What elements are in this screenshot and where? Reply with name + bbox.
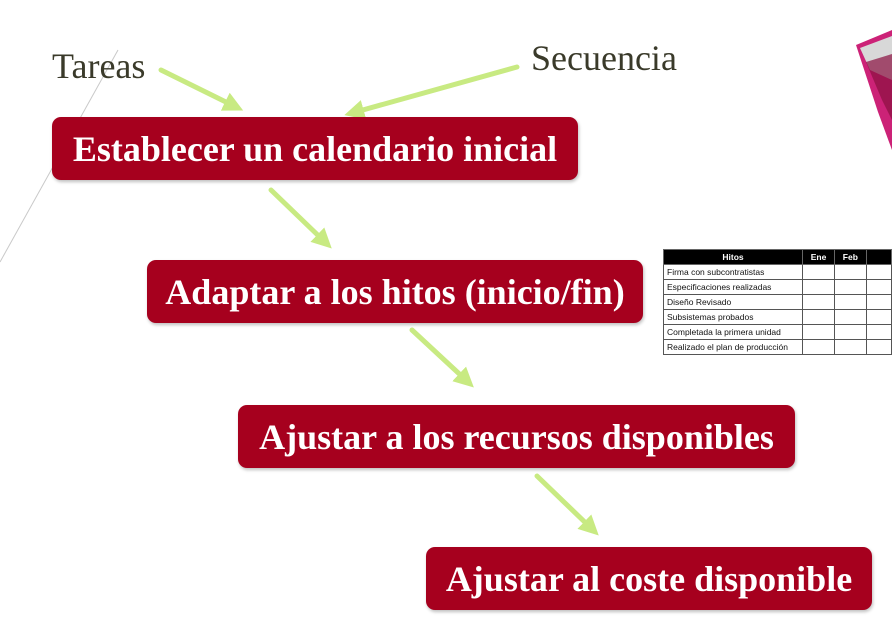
milestones-table xyxy=(663,249,892,355)
table-row xyxy=(664,325,892,340)
column-header-feb: Feb xyxy=(834,250,866,265)
step-adjust-resources: Ajustar a los recursos disponibles xyxy=(238,405,795,468)
arrow-tasks xyxy=(161,70,236,107)
table-cell xyxy=(866,280,891,295)
step-adjust-cost: Ajustar al coste disponible xyxy=(426,547,872,610)
table-header-row xyxy=(664,250,892,265)
milestone-name: Diseño Revisado xyxy=(664,295,803,310)
table-cell xyxy=(834,325,866,340)
table-cell xyxy=(803,265,835,280)
table-cell xyxy=(866,265,891,280)
table-row xyxy=(664,340,892,355)
arrow-sequence xyxy=(352,67,517,113)
milestone-name: Realizado el plan de producción xyxy=(664,340,803,355)
table-cell xyxy=(834,265,866,280)
label-tasks: Tareas xyxy=(52,46,146,86)
milestone-name: Completada la primera unidad xyxy=(664,325,803,340)
arrow-step-1-2 xyxy=(271,190,326,243)
milestone-name: Subsistemas probados xyxy=(664,310,803,325)
table-row xyxy=(664,310,892,325)
column-header-ene: Ene xyxy=(803,250,835,265)
table-cell xyxy=(803,280,835,295)
label-sequence: Secuencia xyxy=(531,38,677,78)
table-cell xyxy=(866,325,891,340)
milestone-name: Especificaciones realizadas xyxy=(664,280,803,295)
table-cell xyxy=(803,310,835,325)
table-cell xyxy=(834,295,866,310)
table-cell xyxy=(834,280,866,295)
table-row xyxy=(664,280,892,295)
table-row xyxy=(664,295,892,310)
step-adapt-milestones: Adaptar a los hitos (inicio/fin) xyxy=(147,260,643,323)
step-initial-schedule: Establecer un calendario inicial xyxy=(52,117,578,180)
table-cell xyxy=(834,310,866,325)
table-cell xyxy=(866,295,891,310)
table-cell xyxy=(866,340,891,355)
milestone-name: Firma con subcontratistas xyxy=(664,265,803,280)
arrow-step-2-3 xyxy=(412,330,468,382)
table-cell xyxy=(803,325,835,340)
column-header-hitos: Hitos xyxy=(664,250,803,265)
table-cell xyxy=(803,340,835,355)
table-cell xyxy=(834,340,866,355)
table-cell xyxy=(866,310,891,325)
arrow-step-3-4 xyxy=(537,476,593,530)
table-row xyxy=(664,265,892,280)
table-cell xyxy=(803,295,835,310)
column-header-extra xyxy=(866,250,891,265)
decorative-logo-icon xyxy=(856,30,892,150)
